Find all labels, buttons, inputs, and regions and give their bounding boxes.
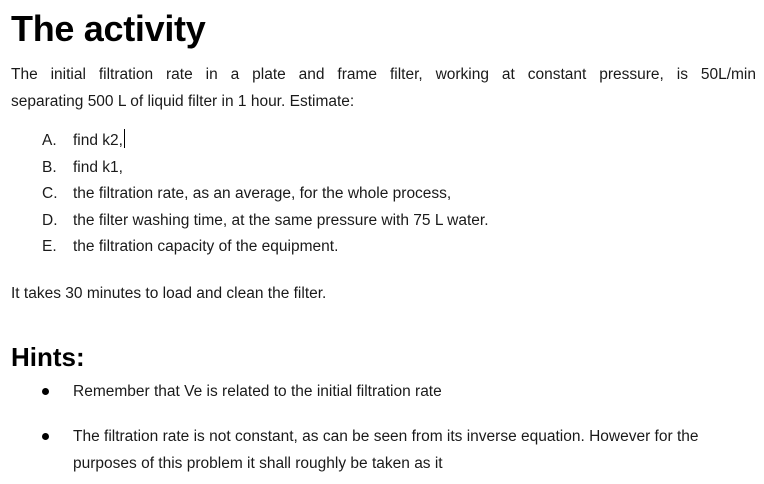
list-marker: B.	[42, 158, 57, 176]
bullet-icon	[42, 388, 49, 395]
list-item-text: the filtration capacity of the equipment.	[73, 238, 339, 255]
hints-heading: Hints:	[11, 342, 85, 372]
list-item	[0, 378, 764, 405]
list-marker: C.	[42, 185, 58, 202]
list-item	[0, 423, 764, 477]
bullet-icon	[42, 433, 49, 440]
hint-text: The filtration rate is not constant, as can be seen from its inverse equation. However for the purposes of this problem it shall roughly be taken as it	[73, 428, 699, 472]
problem-statement-line-1: The initial filtration rate in a plate and frame filter, working at constant pressure, is 50L/min	[11, 66, 756, 83]
list-marker: E.	[42, 238, 57, 255]
problem-statement-line-2: separating 500 L of liquid filter in 1 hour. Estimate:	[11, 93, 355, 110]
problem-statement	[11, 61, 756, 115]
hints-list	[0, 378, 764, 477]
page-title: The activity	[11, 8, 206, 49]
list-marker: A.	[42, 132, 57, 149]
list-item-text: the filter washing time, at the same pressure with 75 L water.	[73, 211, 489, 229]
list-marker: D.	[42, 211, 58, 229]
list-item-text[interactable]	[73, 128, 125, 155]
task-a-text: find k2,	[73, 132, 123, 149]
loading-note: It takes 30 minutes to load and clean the filter.	[11, 285, 327, 302]
hint-text: Remember that Ve is related to the initial filtration rate	[73, 383, 442, 400]
list-item-text: the filtration rate, as an average, for the whole process,	[73, 185, 452, 202]
text-cursor	[124, 129, 126, 148]
list-item-text: find k1,	[73, 158, 123, 176]
